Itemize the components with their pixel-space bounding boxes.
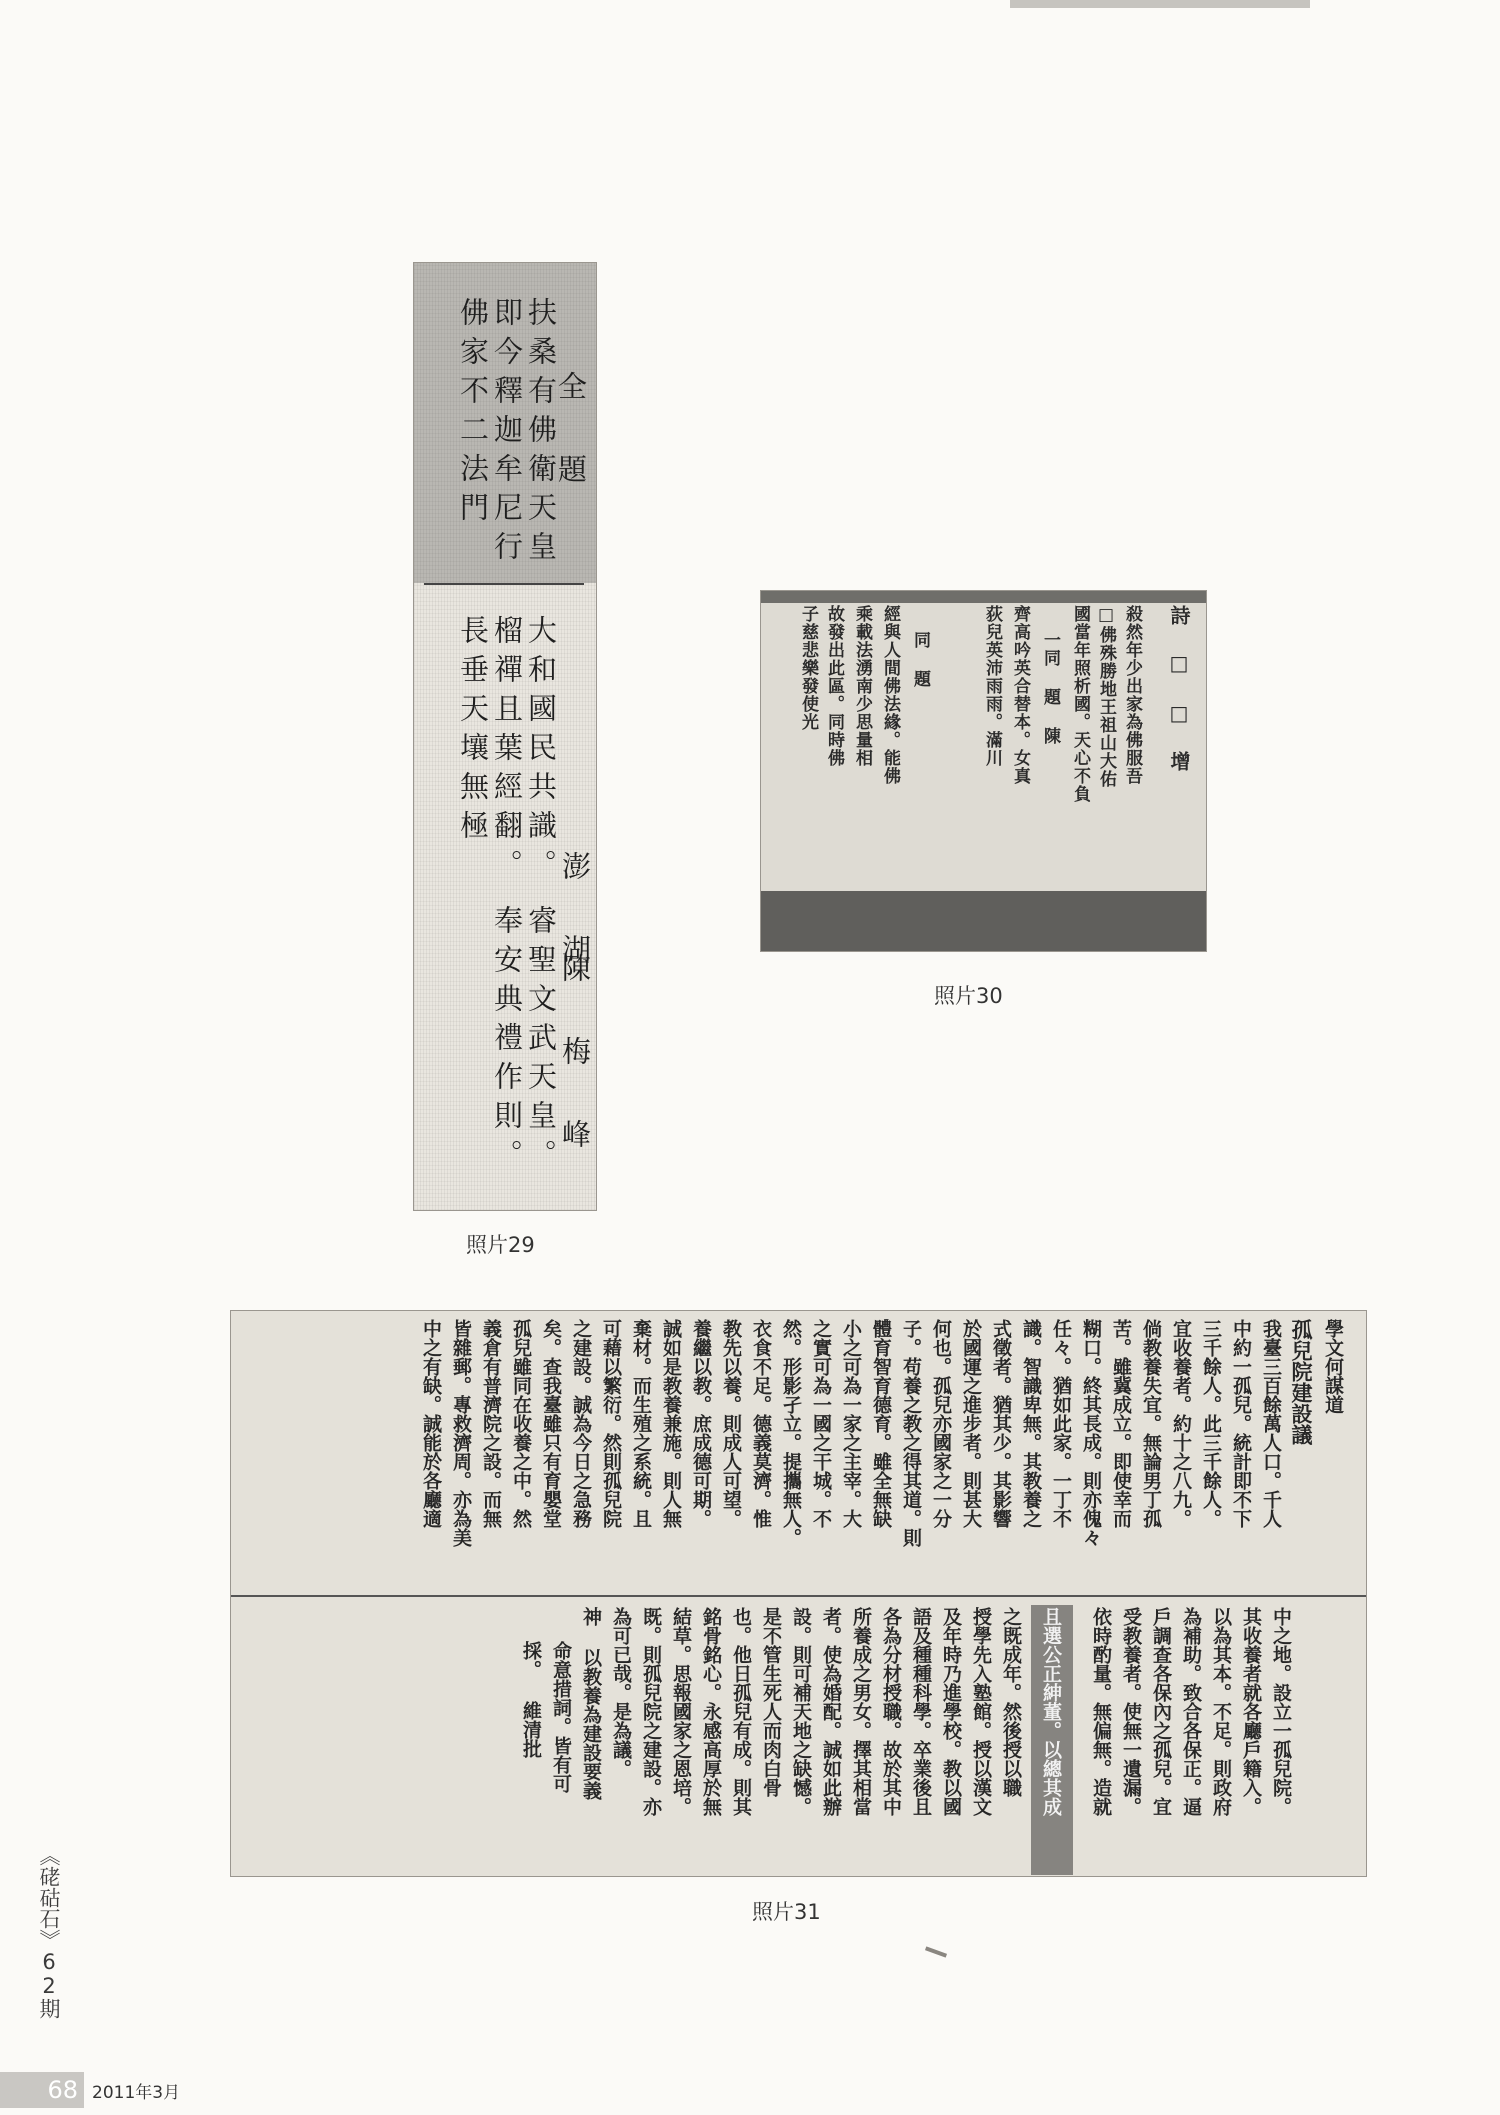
page-number: 68: [0, 2072, 84, 2108]
poem-line: 大和國民共識。: [524, 615, 558, 888]
newspaper-column: 殺然年少出家為佛服吾: [1122, 605, 1142, 785]
article-column: 於國運之進步者。則甚大: [960, 1319, 982, 1528]
poem-line: 佛家不二法門: [456, 297, 490, 531]
article-column-highlighted: 且選公正紳董。以總其成: [1040, 1607, 1062, 1816]
photo-30-scan: [760, 590, 1207, 952]
magazine-title: 《硓𥑮石》62期: [37, 1845, 61, 2019]
article-section: 學文何謀道: [1322, 1319, 1344, 1414]
article-column: 小之可為一家之主宰。大: [840, 1319, 862, 1528]
issue-date: 2011年3月: [92, 2083, 181, 2103]
article-column: 受教養者。使無一遺漏。: [1120, 1607, 1142, 1816]
article-column: 棄材。而生殖之系統。且: [630, 1319, 652, 1528]
editor-comment: 神 以教養為建設要義: [580, 1607, 602, 1800]
article-column: 戶調查各保內之孤兒。宜: [1150, 1607, 1172, 1816]
newspaper-column: 荻兒英沛雨雨。滿川: [982, 605, 1002, 767]
article-column: 中之地。設立一孤兒院。: [1270, 1607, 1292, 1816]
poem-line: 長垂天壤無極: [456, 615, 490, 849]
article-column: 各為分材授職。故於其中: [880, 1607, 902, 1816]
article-column: 設。則可補天地之缺憾。: [790, 1607, 812, 1816]
article-column: 式徵者。猶其少。其影響: [990, 1319, 1012, 1528]
newspaper-column: □佛殊勝地王祖山大佑: [1096, 605, 1116, 788]
article-column: 其收養者就各廳戶籍入。: [1240, 1607, 1262, 1816]
photo-30-top-edge: [761, 591, 1206, 603]
poem-line: 奉安典禮作則。: [490, 905, 524, 1178]
article-column: 養繼以教。庶成德可期。: [690, 1319, 712, 1528]
article-column: 誠如是教養兼施。則人無: [660, 1319, 682, 1528]
newspaper-column: 齊高吟英合替本。女真: [1010, 605, 1030, 785]
photo-30-caption: 照片30: [934, 984, 1003, 1008]
article-column: 中之有缺。誠能於各廳適: [420, 1319, 442, 1528]
photo-29-caption: 照片29: [466, 1233, 535, 1257]
article-column: 之建設。誠為今日之急務: [570, 1319, 592, 1528]
article-column: 依時酌量。無偏無。造就: [1090, 1607, 1112, 1816]
editor-comment: 命意措詞。皆有可: [550, 1641, 572, 1793]
article-column: 也。他日孤兒有成。則其: [730, 1607, 752, 1816]
newspaper-column: 故發出此區。同時佛: [824, 605, 844, 767]
article-column: 孤兒雖同在收養之中。然: [510, 1319, 532, 1528]
article-column: 義倉有普濟院之設。而無: [480, 1319, 502, 1528]
article-column: 三千餘人。此三千餘人。: [1200, 1319, 1222, 1528]
photo-29-rule: [424, 583, 584, 585]
article-column: 者。使為婚配。誠如此辦: [820, 1607, 842, 1816]
article-column: 矣。查我臺雖只有育嬰堂: [540, 1319, 562, 1528]
photo-31-divider: [231, 1595, 1366, 1597]
article-column: 子。苟養之教之得其道。則: [900, 1319, 922, 1547]
article-column: 教先以養。則成人可望。: [720, 1319, 742, 1528]
photo-31-caption: 照片31: [752, 1900, 821, 1924]
article-column: 為可已哉。是為議。: [610, 1607, 632, 1778]
page-edge-mark: [1010, 0, 1310, 8]
article-column: 既。則孤兒院之建設。亦: [640, 1607, 662, 1816]
poem-line: 榴禪且葉經翻。: [490, 615, 524, 888]
newspaper-heading: 詩 □ □ 增: [1167, 605, 1191, 772]
article-column: 授學先入塾館。授以漢文: [970, 1607, 992, 1816]
photo-31-scan: [230, 1310, 1367, 1877]
newspaper-column: 國當年照析國。天心不負: [1070, 605, 1090, 803]
article-column: 之既成年。然後授以職: [1000, 1607, 1022, 1797]
scan-smudge: [925, 1946, 947, 1957]
article-column: 任々。猶如此家。一丁不: [1050, 1319, 1072, 1528]
article-column: 為補助。致合各保正。逼: [1180, 1607, 1202, 1816]
article-column: 結草。思報國家之恩培。: [670, 1607, 692, 1816]
article-column: 然。形影孑立。提攜無人。: [780, 1319, 802, 1547]
poem-author: 陳 梅 峰: [558, 953, 592, 1158]
article-column: 之實可為一國之干城。不: [810, 1319, 832, 1528]
poem-title-line: 全 題: [554, 371, 588, 493]
photo-29-scan: [413, 262, 597, 1211]
newspaper-subheading: 一同 題 陳: [1040, 631, 1060, 745]
article-column: 識。智識卑無。其教養之: [1020, 1319, 1042, 1528]
article-column: 銘骨銘心。永感高厚於無: [700, 1607, 722, 1816]
article-column: 糊口。終其長成。則亦傀々: [1080, 1319, 1102, 1547]
article-column: 是不管生死人而肉白骨: [760, 1607, 782, 1797]
article-column: 可藉以繁衍。然則孤兒院: [600, 1319, 622, 1528]
poem-line: 即今釋迦牟尼行: [490, 297, 524, 570]
article-title: 孤兒院建設議: [1289, 1319, 1314, 1445]
article-column: 皆雜郵。專救濟周。亦為美: [450, 1319, 472, 1547]
article-column: 何也。孤兒亦國家之一分: [930, 1319, 952, 1528]
article-column: 體育智育德育。雖全無缺: [870, 1319, 892, 1528]
newspaper-column: 乘載法湧南少思量相: [852, 605, 872, 767]
newspaper-subheading: 同 題: [910, 631, 930, 688]
poem-line: 睿聖文武天皇。: [524, 905, 558, 1178]
article-column: 所養成之男女。擇其相當: [850, 1607, 872, 1816]
newspaper-column: 子慈悲樂發使光: [798, 605, 818, 731]
article-column: 衣食不足。德義莫濟。惟: [750, 1319, 772, 1528]
newspaper-column: 經與人間佛法緣。能佛: [880, 605, 900, 785]
poem-place: 澎 湖: [558, 851, 592, 973]
article-column: 中約一孤兒。統計即不下: [1230, 1319, 1252, 1528]
article-column: 倘教養失宜。無論男丁孤: [1140, 1319, 1162, 1528]
article-column: 苦。雖冀成立。即使幸而: [1110, 1319, 1132, 1528]
article-column: 宜收養者。約十之八九。: [1170, 1319, 1192, 1528]
poem-line: 扶桑有佛衛天皇: [524, 297, 558, 570]
article-column: 我臺三百餘萬人口。千人: [1260, 1319, 1282, 1528]
article-column: 語及種種科學。卒業後且: [910, 1607, 932, 1816]
article-column: 及年時乃進學校。教以國: [940, 1607, 962, 1816]
article-column: 以為其本。不足。則政府: [1210, 1607, 1232, 1816]
photo-30-bottom-smear: [761, 891, 1206, 951]
editor-comment: 採。 維清批: [520, 1641, 542, 1758]
